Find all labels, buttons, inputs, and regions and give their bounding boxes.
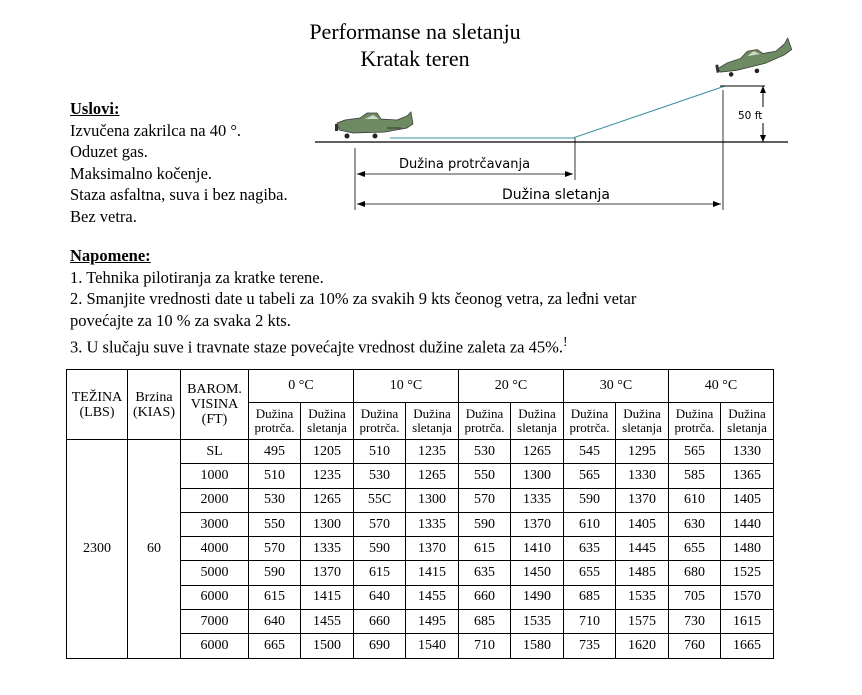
landing-distance-cell: 1525 — [721, 561, 774, 585]
note-item — [70, 331, 790, 358]
ground-roll-cell: 690 — [354, 634, 406, 658]
ground-roll-cell: 565 — [669, 440, 721, 464]
table-header-row — [67, 370, 774, 403]
landing-distance-cell: 1235 — [301, 464, 354, 488]
landing-distance-cell: 1445 — [616, 537, 669, 561]
altitude-cell: SL — [181, 440, 249, 464]
ground-roll-cell: 735 — [564, 634, 616, 658]
landing-distance-cell: 1300 — [406, 488, 459, 512]
landing-distance-cell: 1580 — [511, 634, 564, 658]
condition-item: Oduzet gas. — [70, 142, 148, 161]
notes-heading: Napomene: — [70, 246, 151, 265]
temp-header: 40 °C — [669, 370, 774, 403]
ground-roll-cell: 680 — [669, 561, 721, 585]
ground-roll-cell: 545 — [564, 440, 616, 464]
altitude-cell: 6000 — [181, 634, 249, 658]
arrow-up-icon — [760, 86, 766, 93]
ground-roll-cell: 685 — [564, 585, 616, 609]
landing-distance-cell: 1370 — [511, 512, 564, 536]
ground-roll-cell: 730 — [669, 610, 721, 634]
altitude-cell: 3000 — [181, 512, 249, 536]
landing-distance-subheader: Dužina sletanja — [721, 403, 774, 440]
landing-distance-cell: 1335 — [511, 488, 564, 512]
landing-distance-cell: 1455 — [301, 610, 354, 634]
ground-roll-cell: 590 — [459, 512, 511, 536]
note-item: povećajte za 10 % za svaka 2 kts. — [70, 310, 291, 330]
table-body — [67, 440, 774, 659]
ground-roll-cell: 570 — [249, 537, 301, 561]
height-label: 50 ft — [738, 110, 763, 122]
landing-distance-subheader: Dužina sletanja — [301, 403, 354, 440]
temp-header: 0 °C — [249, 370, 354, 403]
landing-diagram — [315, 20, 815, 220]
landing-distance-cell: 1450 — [511, 561, 564, 585]
airplane-air-icon — [713, 38, 795, 80]
ground-roll-cell: 640 — [249, 610, 301, 634]
landing-distance-cell: 1535 — [511, 610, 564, 634]
ground-roll-cell: 615 — [459, 537, 511, 561]
landing-distance-cell: 1370 — [301, 561, 354, 585]
ground-roll-cell: 710 — [459, 634, 511, 658]
altitude-cell: 4000 — [181, 537, 249, 561]
landing-distance-cell: 1495 — [406, 610, 459, 634]
landing-distance-subheader: Dužina sletanja — [616, 403, 669, 440]
landing-distance-cell: 1205 — [301, 440, 354, 464]
title-line-2: Kratak teren — [360, 46, 470, 71]
landing-distance-cell: 1415 — [301, 585, 354, 609]
note-item: 2. Smanjite vrednosti date u tabeli za 10% za svakih 9 kts čeonog vetra, za leđni vetar — [70, 289, 637, 308]
landing-distance-cell: 1405 — [616, 512, 669, 536]
ground-roll-cell: 615 — [354, 561, 406, 585]
ground-roll-cell: 550 — [459, 464, 511, 488]
weight-header: TEŽINA (LBS) — [67, 370, 128, 440]
ground-roll-cell: 665 — [249, 634, 301, 658]
altitude-cell: 1000 — [181, 464, 249, 488]
landing-distance-cell: 1335 — [301, 537, 354, 561]
ground-roll-cell: 635 — [564, 537, 616, 561]
airplane-ground-icon — [335, 112, 413, 139]
ground-roll-cell: 530 — [249, 488, 301, 512]
ground-roll-label: Dužina protrčavanja — [399, 157, 531, 172]
ground-roll-cell: 510 — [249, 464, 301, 488]
table-row — [67, 440, 774, 464]
ground-roll-cell: 660 — [459, 585, 511, 609]
condition-item: Maksimalno kočenje. — [70, 163, 213, 183]
ground-roll-cell: 55C — [354, 488, 406, 512]
arrow-right-icon — [565, 171, 573, 177]
ground-roll-cell: 590 — [249, 561, 301, 585]
note-text: 3. U slučaju suve i travnate staze povećajte vrednost dužine zaleta za 45%. — [70, 337, 563, 357]
landing-distance-cell: 1410 — [511, 537, 564, 561]
ground-roll-cell: 610 — [669, 488, 721, 512]
altitude-cell: 5000 — [181, 561, 249, 585]
landing-distance-subheader: Dužina sletanja — [511, 403, 564, 440]
ground-roll-cell: 565 — [564, 464, 616, 488]
ground-roll-subheader: Dužina protrča. — [669, 403, 721, 440]
ground-roll-cell: 685 — [459, 610, 511, 634]
ground-roll-cell: 640 — [354, 585, 406, 609]
title-line-1: Performanse na sletanju — [309, 19, 521, 44]
landing-distance-cell: 1570 — [721, 585, 774, 609]
landing-distance-cell: 1370 — [616, 488, 669, 512]
landing-distance-cell: 1415 — [406, 561, 459, 585]
ground-roll-subheader: Dužina protrča. — [459, 403, 511, 440]
speed-header: Brzina (KIAS) — [128, 370, 181, 440]
speed-cell: 60 — [128, 440, 181, 659]
landing-distance-cell: 1480 — [721, 537, 774, 561]
ground-roll-cell: 610 — [564, 512, 616, 536]
landing-distance-cell: 1365 — [721, 464, 774, 488]
landing-distance-cell: 1485 — [616, 561, 669, 585]
arrow-left-icon — [357, 171, 365, 177]
landing-distance-subheader: Dužina sletanja — [406, 403, 459, 440]
condition-item: Bez vetra. — [70, 206, 137, 226]
ground-roll-cell: 585 — [669, 464, 721, 488]
condition-item: Izvučena zakrilca na 40 °. — [70, 120, 242, 140]
approach-path — [390, 86, 725, 138]
conditions-heading: Uslovi: — [70, 99, 120, 118]
ground-roll-cell: 550 — [249, 512, 301, 536]
landing-distance-cell: 1500 — [301, 634, 354, 658]
ground-roll-cell: 630 — [669, 512, 721, 536]
ground-roll-cell: 705 — [669, 585, 721, 609]
landing-distance-cell: 1490 — [511, 585, 564, 609]
conditions-section — [70, 98, 288, 227]
temp-header: 10 °C — [354, 370, 459, 403]
ground-roll-cell: 655 — [669, 537, 721, 561]
landing-distance-cell: 1540 — [406, 634, 459, 658]
ground-roll-cell: 570 — [459, 488, 511, 512]
landing-distance-cell: 1665 — [721, 634, 774, 658]
landing-distance-cell: 1455 — [406, 585, 459, 609]
ground-roll-subheader: Dužina protrča. — [354, 403, 406, 440]
landing-distance-cell: 1575 — [616, 610, 669, 634]
ground-roll-cell: 655 — [564, 561, 616, 585]
landing-distance-cell: 1440 — [721, 512, 774, 536]
landing-distance-cell: 1620 — [616, 634, 669, 658]
altitude-header: BAROM. VISINA (FT) — [181, 370, 249, 440]
ground-roll-cell: 495 — [249, 440, 301, 464]
landing-distance-cell: 1330 — [721, 440, 774, 464]
landing-distance-cell: 1235 — [406, 440, 459, 464]
ground-roll-cell: 590 — [564, 488, 616, 512]
landing-distance-cell: 1300 — [301, 512, 354, 536]
landing-distance-cell: 1405 — [721, 488, 774, 512]
temp-header: 30 °C — [564, 370, 669, 403]
landing-distance-cell: 1535 — [616, 585, 669, 609]
weight-cell: 2300 — [67, 440, 128, 659]
temp-header: 20 °C — [459, 370, 564, 403]
arrow-left-icon — [357, 201, 365, 207]
ground-roll-cell: 615 — [249, 585, 301, 609]
landing-distance-cell: 1265 — [406, 464, 459, 488]
landing-distance-cell: 1335 — [406, 512, 459, 536]
ground-roll-cell: 530 — [459, 440, 511, 464]
landing-distance-cell: 1330 — [616, 464, 669, 488]
ground-roll-cell: 660 — [354, 610, 406, 634]
arrow-down-icon — [760, 135, 766, 142]
ground-roll-cell: 510 — [354, 440, 406, 464]
altitude-cell: 2000 — [181, 488, 249, 512]
ground-roll-subheader: Dužina protrča. — [249, 403, 301, 440]
notes-section — [70, 245, 790, 358]
ground-roll-cell: 590 — [354, 537, 406, 561]
altitude-cell: 7000 — [181, 610, 249, 634]
ground-roll-cell: 570 — [354, 512, 406, 536]
landing-distance-cell: 1265 — [511, 440, 564, 464]
note-item: 1. Tehnika pilotiranja za kratke terene. — [70, 267, 324, 287]
landing-distance-cell: 1300 — [511, 464, 564, 488]
landing-performance-table — [66, 369, 774, 659]
landing-distance-cell: 1370 — [406, 537, 459, 561]
ground-roll-cell: 530 — [354, 464, 406, 488]
ground-roll-subheader: Dužina protrča. — [564, 403, 616, 440]
landing-distance-cell: 1265 — [301, 488, 354, 512]
note-mark: ! — [562, 334, 568, 349]
ground-roll-cell: 635 — [459, 561, 511, 585]
condition-item: Staza asfaltna, suva i bez nagiba. — [70, 185, 288, 204]
landing-distance-cell: 1615 — [721, 610, 774, 634]
ground-roll-cell: 760 — [669, 634, 721, 658]
ground-roll-cell: 710 — [564, 610, 616, 634]
landing-distance-cell: 1295 — [616, 440, 669, 464]
altitude-cell: 6000 — [181, 585, 249, 609]
landing-distance-label: Dužina sletanja — [502, 187, 611, 203]
arrow-right-icon — [713, 201, 721, 207]
